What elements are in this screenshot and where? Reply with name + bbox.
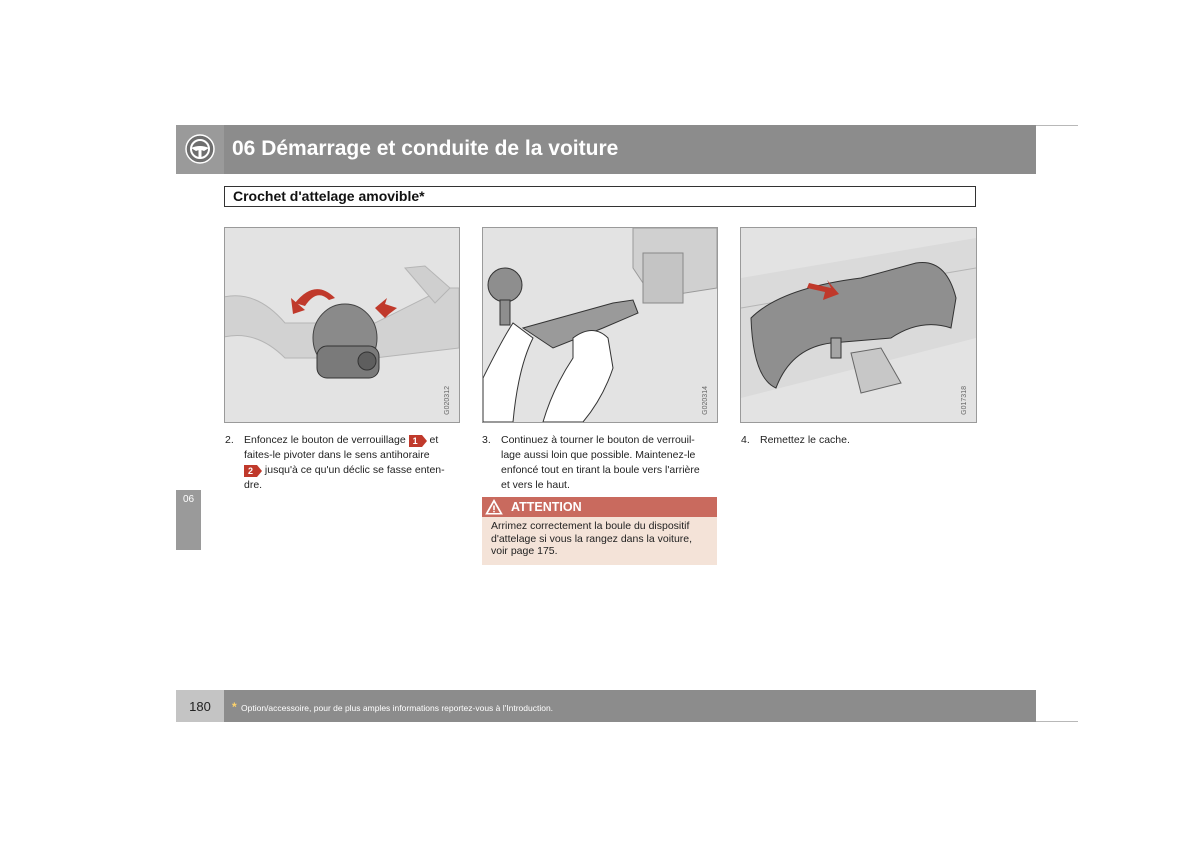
- callout-badge-1: 1: [409, 435, 422, 447]
- step-3-line-2: lage aussi loin que possible. Maintenez-le: [501, 449, 696, 461]
- step-2: [225, 433, 460, 497]
- step-2-line-2: faites-le pivoter dans le sens antihoraire: [244, 449, 430, 461]
- step-4: [741, 433, 975, 449]
- step-2-line-4: dre.: [244, 479, 263, 491]
- step-text: et: [429, 434, 439, 446]
- figure-pull-ball: [482, 227, 718, 423]
- step-4-line-1: Remettez le cache.: [760, 434, 850, 446]
- bumper-cover-illustration: [741, 228, 976, 422]
- footer-rule: [1036, 721, 1078, 722]
- steering-wheel-icon: [184, 133, 216, 165]
- figure-code: G020314: [702, 386, 709, 415]
- step-2-line-1: [244, 433, 460, 448]
- step-3-line-1: Continuez à tourner le bouton de verrouil-: [501, 434, 695, 446]
- footnote-star: *: [232, 700, 237, 714]
- figure-lock-button: [224, 227, 460, 423]
- section-title: Crochet d'attelage amovible*: [233, 188, 425, 204]
- warning-triangle-icon: [485, 499, 503, 515]
- page-number: 180: [189, 699, 211, 714]
- figure-replace-cover: [740, 227, 977, 423]
- step-3: [482, 433, 718, 497]
- warning-text: [491, 520, 715, 558]
- step-2-line-3: [244, 463, 460, 478]
- step-3-line-3: enfoncé tout en tirant la boule vers l'arrière: [501, 464, 700, 476]
- step-number: 2.: [225, 434, 234, 446]
- chapter-side-tab-label: 06: [182, 494, 195, 505]
- warning-line-3: voir page 175.: [491, 545, 558, 557]
- step-number: 4.: [741, 434, 750, 446]
- header-rule: [1036, 125, 1078, 126]
- step-3-line-4: et vers le haut.: [501, 479, 570, 491]
- chapter-title: 06 Démarrage et conduite de la voiture: [232, 137, 619, 160]
- warning-line-2: d'attelage si vous la rangez dans la voiture,: [491, 532, 693, 545]
- step-text: jusqu'à ce qu'un déclic se fasse enten-: [264, 464, 445, 476]
- warning-line-1: Arrimez correctement la boule du dispositif: [491, 520, 690, 532]
- warning-title: ATTENTION: [511, 500, 582, 514]
- figure-code: G020312: [444, 386, 451, 415]
- callout-badge-2: 2: [244, 465, 257, 477]
- figure-code: G017318: [961, 386, 968, 415]
- footnote-text: Option/accessoire, pour de plus amples informations reportez-vous à l'Introduction.: [241, 703, 554, 713]
- step-number: 3.: [482, 434, 491, 446]
- step-text: Enfoncez le bouton de verrouillage: [244, 434, 406, 446]
- tow-ball-removal-illustration: [483, 228, 717, 422]
- tow-hook-illustration: [225, 228, 459, 422]
